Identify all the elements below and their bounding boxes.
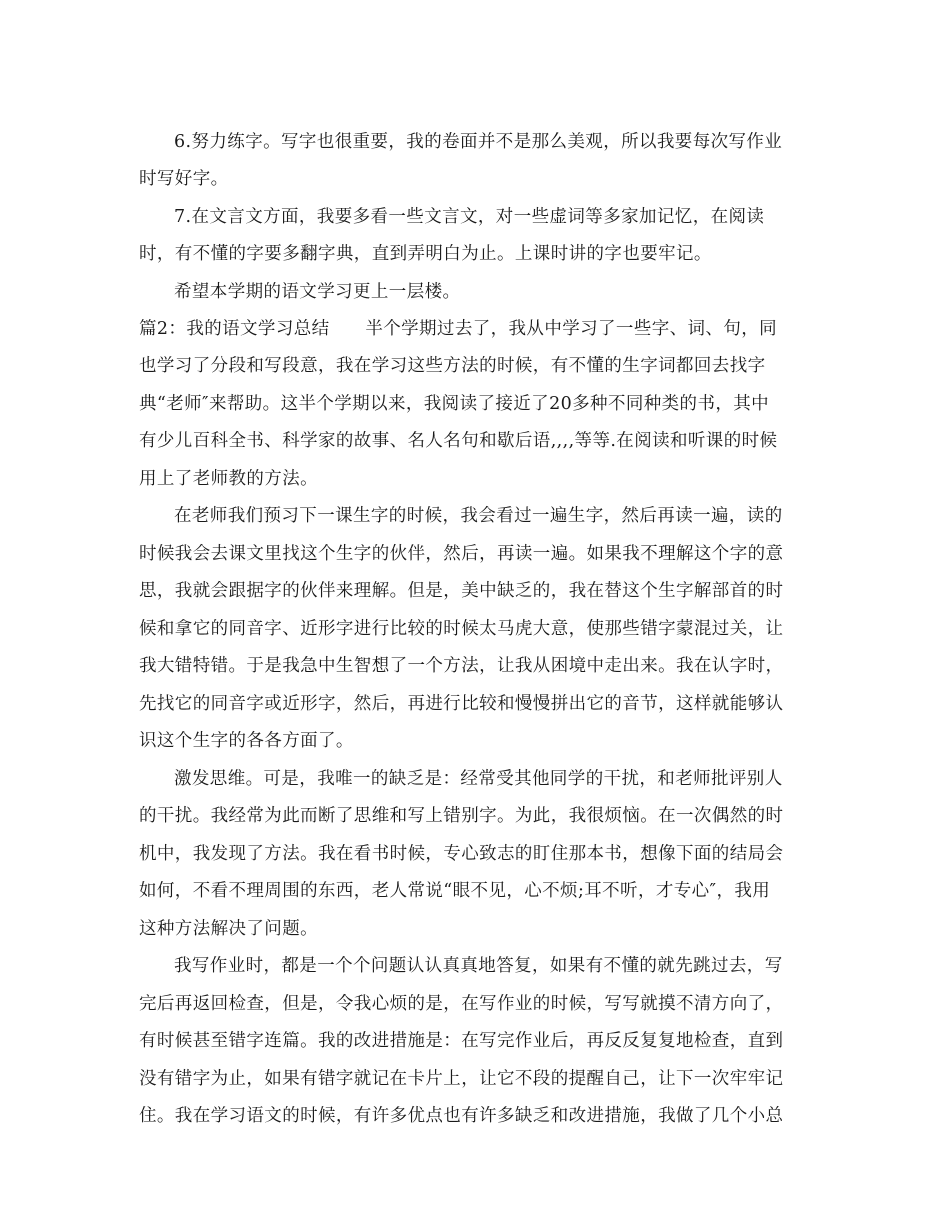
text-line: 典“老师″来帮助。这半个学期以来，我阅读了接近了20多种不同种类的书，其中 <box>139 394 770 414</box>
text-line: 用上了老师教的方法。 <box>139 469 318 489</box>
text-line: 我写作业时，都是一个个问题认认真真地答复，如果有不懂的就先跳过去，写 <box>174 956 783 976</box>
text-line: 候和拿它的同音字、近形字进行比较的时候太马虎大意，使那些错字蒙混过关，让 <box>139 619 784 639</box>
text-line: 先找它的同音字或近形字，然后，再进行比较和慢慢拼出它的音节，这样就能够认 <box>139 694 784 714</box>
text-line: 希望本学期的语文学习更上一层楼。 <box>174 282 461 302</box>
text-line: 激发思维。可是，我唯一的缺乏是：经常受其他同学的干扰，和老师批评别人 <box>174 769 783 789</box>
text-line: 没有错字为止，如果有错字就记在卡片上，让它不段的提醒自己，让下一次牢牢记 <box>139 1069 784 1089</box>
text-line: 完后再返回检查，但是，令我心烦的是，在写作业的时候，写写就摸不清方向了， <box>139 994 784 1014</box>
text-line: 的干扰。我经常为此而断了思维和写上错别字。为此，我很烦恼。在一次偶然的时 <box>139 806 784 826</box>
text-line: 这种方法解决了问题。 <box>139 919 318 939</box>
text-line: 识这个生字的各各方面了。 <box>139 731 354 751</box>
text-line: 时候我会去课文里找这个生字的伙伴，然后，再读一遍。如果我不理解这个字的意 <box>139 544 784 564</box>
text-line: 我大错特错。于是我急中生智想了一个方法，让我从困境中走出来。我在认字时， <box>139 656 784 676</box>
text-line: 在老师我们预习下一课生字的时候，我会看过一遍生字，然后再读一遍，读的 <box>174 506 783 526</box>
text-line: 时，有不懂的字要多翻字典，直到弄明白为止。上课时讲的字也要牢记。 <box>139 244 712 264</box>
text-line: 7.在文言文方面，我要多看一些文言文，对一些虚词等多家加记忆，在阅读 <box>174 207 765 227</box>
text-line: 6.努力练字。写字也很重要，我的卷面并不是那么美观，所以我要每次写作业 <box>174 132 783 152</box>
text-line: 住。我在学习语文的时候，有许多优点也有许多缺乏和改进措施，我做了几个小总 <box>139 1106 784 1126</box>
text-line: 也学习了分段和写段意，我在学习这些方法的时候，有不懂的生字词都回去找字 <box>139 356 766 376</box>
text-line: 有少儿百科全书、科学家的故事、名人名句和歇后语,,,,等等.在阅读和听课的时候 <box>139 431 778 451</box>
text-line: 思，我就会跟据字的伙伴来理解。但是，美中缺乏的，我在替这个生字解部首的时 <box>139 581 784 601</box>
text-line: 机中，我发现了方法。我在看书时候，专心致志的盯住那本书，想像下面的结局会 <box>139 844 784 864</box>
section-heading-line: 篇2：我的语文学习总结 半个学期过去了，我从中学习了一些字、词、句，同 <box>139 319 778 339</box>
text-line: 有时候甚至错字连篇。我的改进措施是：在写完作业后，再反反复复地检查，直到 <box>139 1031 784 1051</box>
text-line: 如何，不看不理周围的东西，老人常说“眼不见，心不烦;耳不听，才专心″，我用 <box>139 881 771 901</box>
text-line: 时写好字。 <box>139 169 229 189</box>
